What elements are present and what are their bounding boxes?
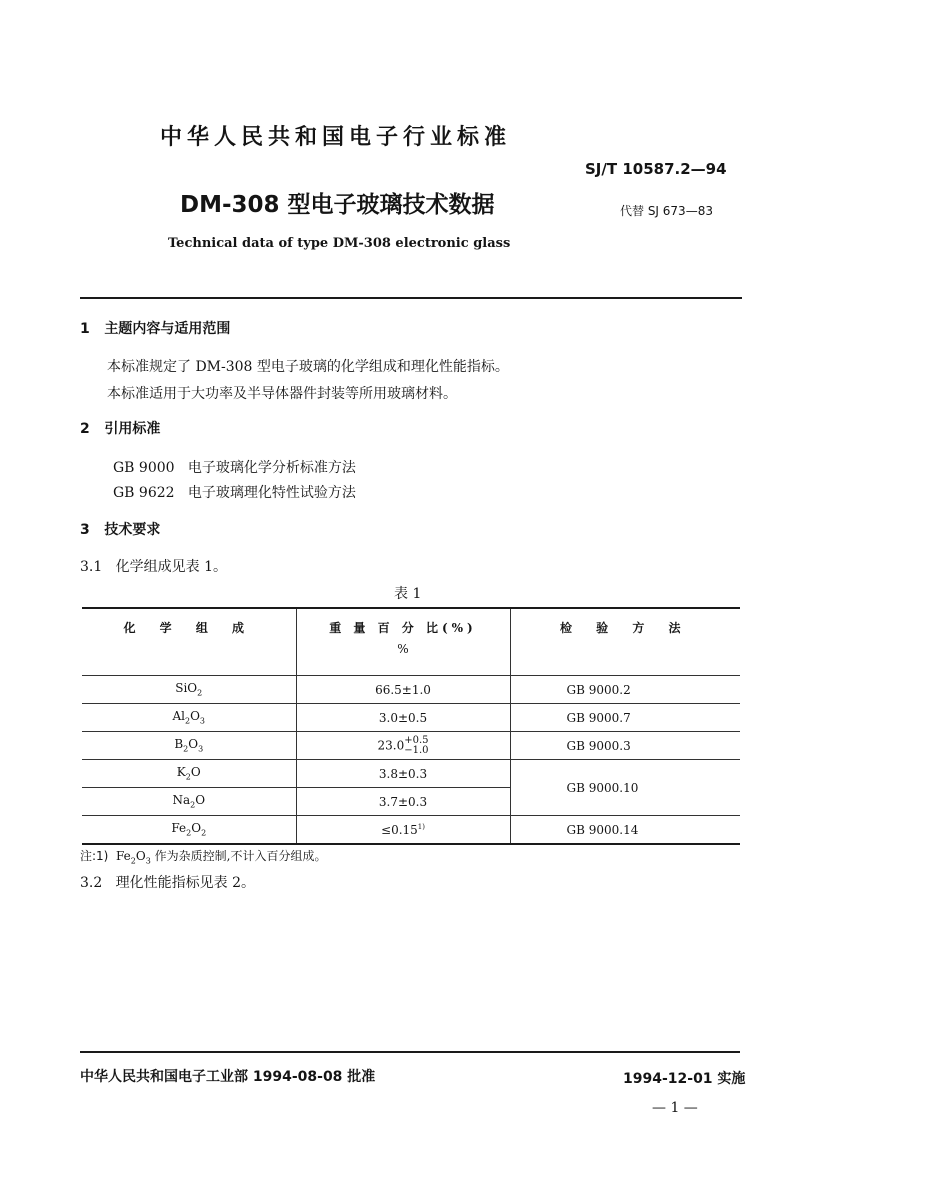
composition-cell: SiO$_2$ bbox=[82, 676, 296, 704]
value-cell: 3.0±0.5 bbox=[296, 704, 510, 732]
section-2-heading bbox=[80, 418, 160, 438]
value-cell: 3.8±0.3 bbox=[296, 760, 510, 788]
method-cell: GB 9000.7 bbox=[510, 704, 740, 732]
header-weight-percent: 重 量 百 分 比(%) % bbox=[296, 608, 510, 676]
composition-cell: $Na_2O$ bbox=[82, 788, 296, 816]
value-cell: 3.7±0.3 bbox=[296, 788, 510, 816]
value-cell: 23.0+0.5 −1.0 bbox=[296, 732, 510, 760]
reference-code: GB 9000 bbox=[113, 460, 175, 476]
standard-number: SJ/T 10587.2—94 bbox=[585, 160, 727, 178]
section-1-para-1: 本标准规定了 DM-308 型电子玻璃的化学组成和理化性能指标。 bbox=[107, 359, 509, 375]
replaces-standard: 代替 SJ 673—83 bbox=[620, 204, 713, 218]
table-caption: 表 1 bbox=[394, 586, 422, 602]
composition-cell: $Al_2O_3$ bbox=[82, 704, 296, 732]
header-divider bbox=[80, 297, 742, 299]
clause-number: 3.2 bbox=[80, 875, 103, 891]
composition-cell: $B_2O_3$ bbox=[82, 732, 296, 760]
section-1-para-2: 本标准适用于大功率及半导体器件封装等所用玻璃材料。 bbox=[107, 386, 457, 402]
clause-3-1 bbox=[80, 556, 227, 576]
reference-code: GB 9622 bbox=[113, 485, 175, 501]
clause-text: 理化性能指标见表 2。 bbox=[115, 875, 255, 891]
document-title: DM-308 型电子玻璃技术数据 bbox=[180, 192, 495, 218]
method-cell: GB 9000.14 bbox=[510, 816, 740, 845]
composition-table bbox=[82, 607, 740, 845]
publisher-title: 中华人民共和国电子行业标准 bbox=[160, 125, 512, 150]
table-header-row bbox=[82, 608, 740, 676]
clause-number: 3.1 bbox=[80, 559, 103, 575]
table-note: 注:1) $Fe_2O_3$ 作为杂质控制,不计入百分组成。 bbox=[80, 849, 327, 866]
value-cell: $\le 0.15^{1)}$ bbox=[296, 816, 510, 845]
section-title: 主题内容与适用范围 bbox=[104, 321, 231, 337]
implementation-date: 1994-12-01 实施 bbox=[623, 1071, 746, 1087]
footer-divider bbox=[80, 1051, 740, 1053]
table-row bbox=[82, 704, 740, 732]
section-number: 1 bbox=[80, 321, 90, 337]
composition-cell: $Fe_2O_2$ bbox=[82, 816, 296, 845]
page-number: — 1 — bbox=[652, 1100, 698, 1116]
table-row bbox=[82, 816, 740, 845]
clause-text: 化学组成见表 1。 bbox=[115, 559, 227, 575]
reference-item bbox=[113, 482, 356, 502]
method-cell: GB 9000.2 bbox=[510, 676, 740, 704]
section-3-heading bbox=[80, 519, 160, 539]
section-title: 引用标准 bbox=[104, 421, 161, 437]
composition-cell: $K_2O$ bbox=[82, 760, 296, 788]
header-test-method: 检 验 方 法 bbox=[510, 608, 740, 676]
english-title: Technical data of type DM-308 electronic glass bbox=[168, 236, 511, 251]
reference-name: 电子玻璃理化特性试验方法 bbox=[187, 485, 356, 501]
section-number: 3 bbox=[80, 522, 90, 538]
method-cell: GB 9000.3 bbox=[510, 732, 740, 760]
section-title: 技术要求 bbox=[104, 522, 161, 538]
table-row bbox=[82, 760, 740, 788]
approval-line: 中华人民共和国电子工业部 1994-08-08 批准 bbox=[80, 1069, 376, 1085]
reference-name: 电子玻璃化学分析标准方法 bbox=[187, 460, 356, 476]
method-cell: GB 9000.10 bbox=[510, 760, 740, 816]
value-cell: 66.5±1.0 bbox=[296, 676, 510, 704]
section-1-heading bbox=[80, 318, 230, 338]
reference-item bbox=[113, 457, 356, 477]
header-composition: 化 学 组 成 bbox=[82, 608, 296, 676]
table-row bbox=[82, 732, 740, 760]
section-number: 2 bbox=[80, 421, 90, 437]
clause-3-2 bbox=[80, 872, 255, 892]
table-row bbox=[82, 676, 740, 704]
